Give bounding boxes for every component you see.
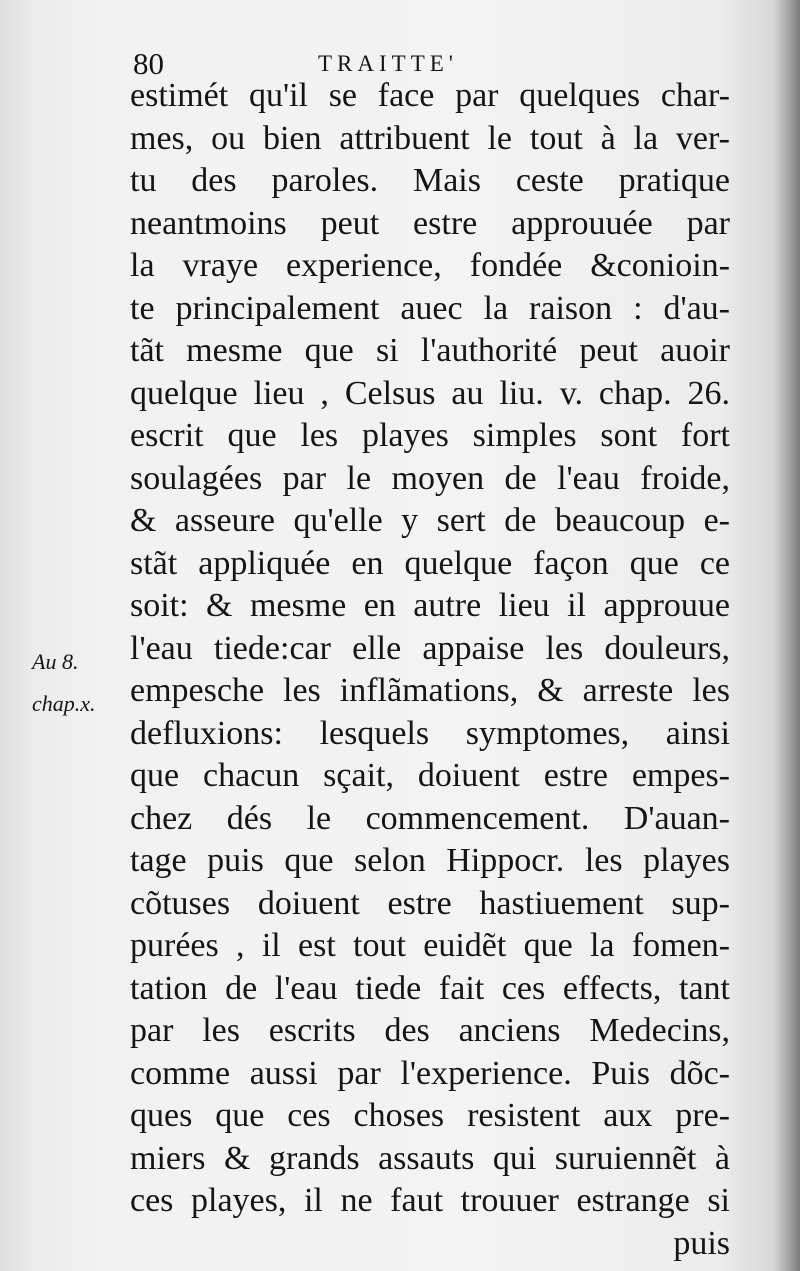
text-line: soulagées par le moyen de l'eau froide, [130,459,730,497]
text-line: neantmoins peut estre approuuée par [130,204,730,242]
catchword: puis [673,1224,730,1262]
text-line: defluxions: lesquels symptomes, ainsi [130,714,730,752]
margin-note-reference: chap.x. [32,691,96,716]
text-line: chez dés le commencement. D'auan- [130,799,730,837]
text-line: te principalement auec la raison : d'au- [130,289,730,327]
text-line: mes, ou bien attribuent le tout à la ver- [130,119,730,157]
text-line: miers & grands assauts qui suruiennẽt à [130,1139,730,1177]
text-line: tãt mesme que si l'authorité peut auoir [130,332,730,369]
text-line: soit: & mesme en autre lieu il approuue [130,587,730,624]
text-line: ques que ces choses resistent aux pre- [130,1097,730,1134]
body-text [130,75,730,1265]
running-head: TRAITTE' [318,51,458,76]
text-line: que chacun sçait, doiuent estre empes- [130,757,730,794]
text-line: ces playes, il ne faut trouuer estrange si [130,1182,730,1219]
margin-note-reference: Au 8. [32,649,79,674]
text-line: par les escrits des anciens Medecins, [130,1012,730,1049]
text-line: comme aussi par l'experience. Puis dõc- [130,1054,730,1092]
text-line: quelque lieu , Celsus au liu. v. chap. 26. [130,374,730,412]
text-line: cõtuses doiuent estre hastiuement sup- [130,884,730,922]
text-line: tage puis que selon Hippocr. les playes [130,842,730,879]
text-line: stãt appliquée en quelque façon que ce [130,544,730,582]
text-line: escrit que les playes simples sont fort [130,417,730,454]
text-line: l'eau tiede:car elle appaise les douleurs, [130,629,730,667]
text-line: empesche les inflãmations, & arreste les [130,672,730,709]
text-line: purées , il est tout euidẽt que la fomen- [130,927,730,964]
text-line: tu des paroles. Mais ceste pratique [130,162,730,199]
text-line: tation de l'eau tiede fait ces effects, tant [130,969,730,1007]
page-number: 80 [133,46,164,81]
text-line: la vraye experience, fondée &conioin- [130,247,730,284]
text-line: estimét qu'il se face par quelques char- [130,77,730,114]
text-line: & asseure qu'elle y sert de beaucoup e- [130,502,730,539]
